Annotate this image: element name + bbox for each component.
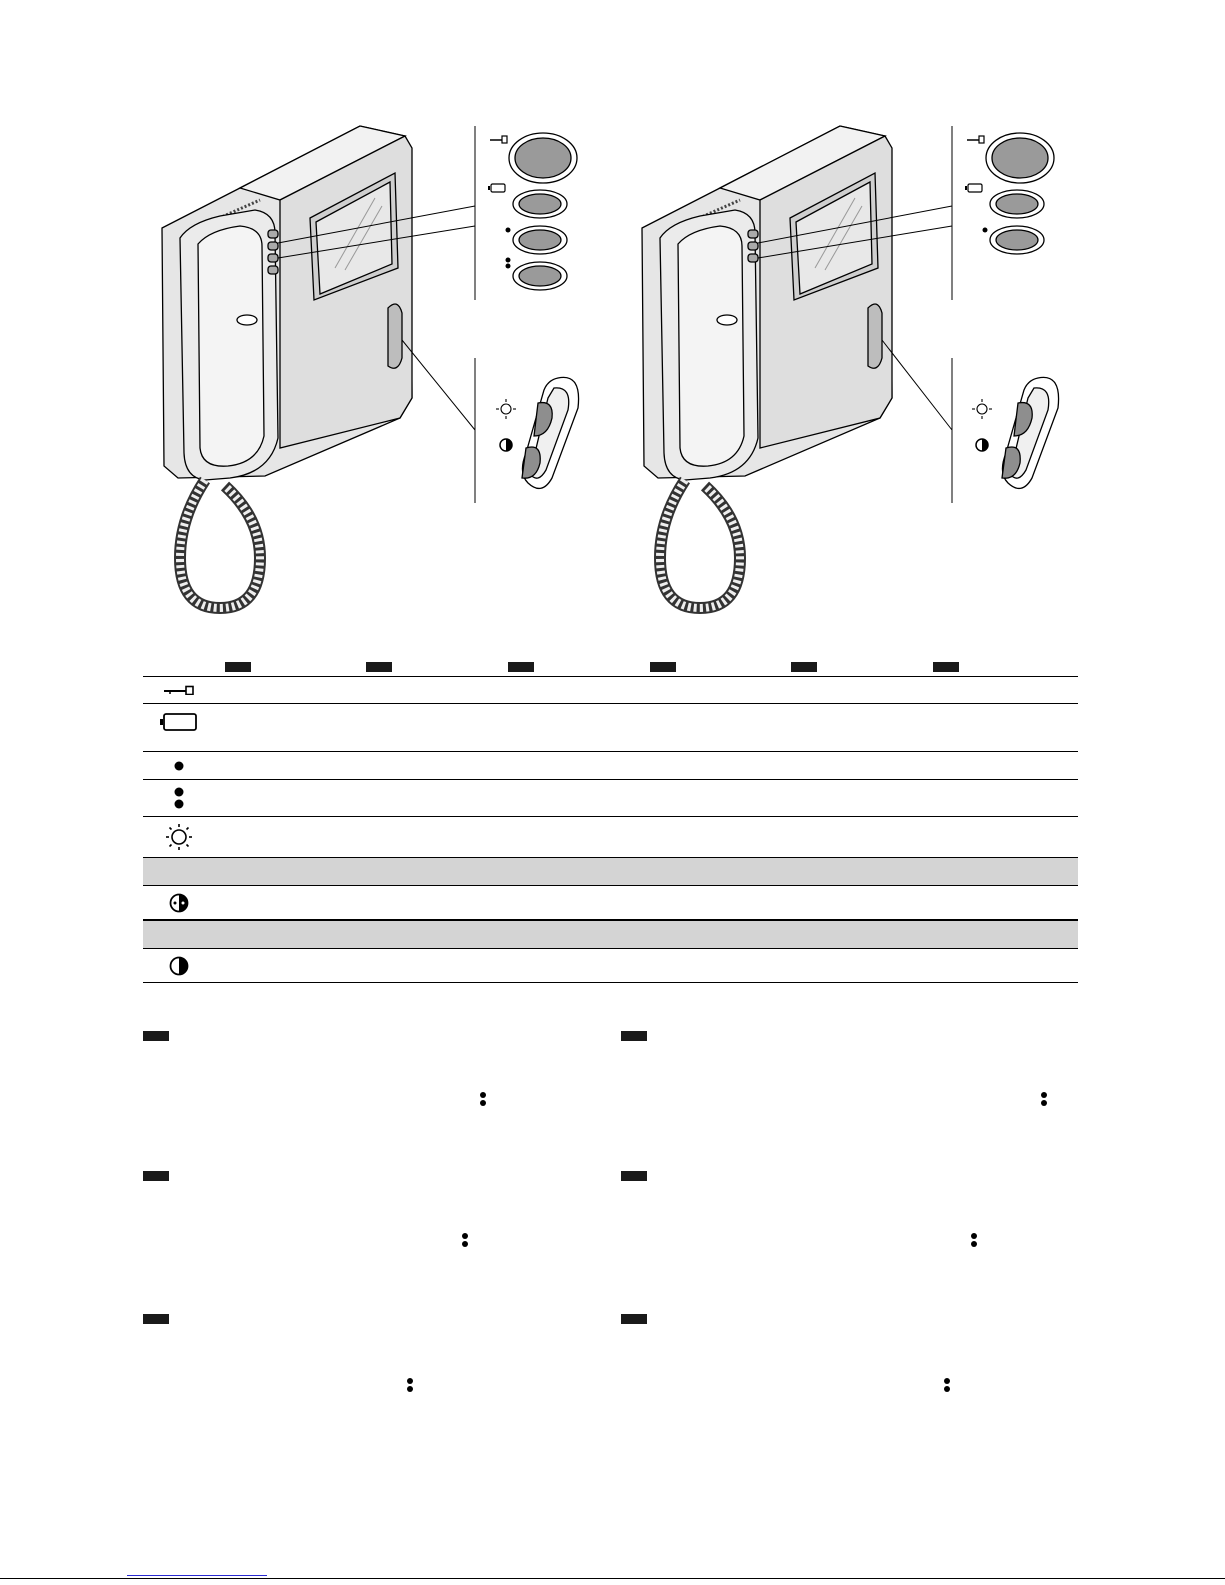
footer-rule bbox=[0, 1578, 1225, 1579]
brightness-icon bbox=[496, 399, 516, 419]
coiled-cord bbox=[660, 480, 740, 608]
function-table bbox=[143, 650, 1078, 983]
table-row bbox=[143, 677, 1078, 704]
language-tag bbox=[508, 662, 534, 672]
language-tag bbox=[225, 662, 251, 672]
contrast-icon bbox=[500, 439, 512, 451]
two-dots-icon bbox=[943, 1378, 951, 1394]
table-row bbox=[143, 780, 1078, 817]
language-tag bbox=[650, 662, 676, 672]
two-dots-icon bbox=[479, 1092, 487, 1108]
language-tag bbox=[143, 1031, 169, 1041]
two-dots-icon bbox=[158, 787, 200, 809]
two-dots-icon bbox=[461, 1233, 469, 1249]
coiled-cord bbox=[180, 480, 260, 608]
videophone-body bbox=[162, 126, 412, 480]
buttons-detail bbox=[986, 133, 1054, 254]
table-row-shaded bbox=[143, 858, 1078, 886]
language-tag bbox=[143, 1314, 169, 1324]
rollers-detail bbox=[1002, 377, 1059, 488]
battery-icon bbox=[965, 184, 982, 192]
table-row bbox=[143, 817, 1078, 858]
battery-icon bbox=[488, 184, 505, 192]
battery-icon bbox=[158, 712, 200, 732]
rollers-detail bbox=[522, 377, 579, 488]
key-icon bbox=[158, 685, 200, 695]
language-tag bbox=[933, 662, 959, 672]
contrast-icon bbox=[976, 439, 988, 451]
table-row bbox=[143, 949, 1078, 983]
color-icon bbox=[158, 893, 200, 913]
two-dots-icon bbox=[406, 1378, 414, 1394]
footer-link[interactable] bbox=[127, 1575, 267, 1576]
table-row bbox=[143, 752, 1078, 780]
table-row-shaded bbox=[143, 921, 1078, 949]
language-tag bbox=[143, 1171, 169, 1181]
two-dots-icon bbox=[970, 1233, 978, 1249]
two-dots-icon bbox=[1040, 1092, 1048, 1108]
brightness-icon bbox=[158, 823, 200, 851]
language-tag bbox=[621, 1171, 647, 1181]
one-dot-icon bbox=[158, 761, 200, 771]
buttons-detail bbox=[509, 133, 577, 290]
key-icon bbox=[967, 136, 984, 143]
videophone-illustration-left bbox=[150, 118, 590, 628]
table-row bbox=[143, 886, 1078, 921]
brightness-icon bbox=[972, 399, 992, 419]
contrast-icon bbox=[158, 956, 200, 976]
language-tag bbox=[621, 1031, 647, 1041]
language-tag bbox=[621, 1314, 647, 1324]
two-dots-icon bbox=[506, 258, 511, 269]
language-tag bbox=[791, 662, 817, 672]
videophone-body bbox=[642, 126, 892, 480]
table-header bbox=[143, 650, 1078, 677]
key-icon bbox=[490, 136, 507, 143]
one-dot-icon bbox=[983, 228, 988, 233]
one-dot-icon bbox=[506, 228, 511, 233]
language-tag bbox=[366, 662, 392, 672]
videophone-illustration-right bbox=[630, 118, 1070, 628]
table-row bbox=[143, 704, 1078, 752]
